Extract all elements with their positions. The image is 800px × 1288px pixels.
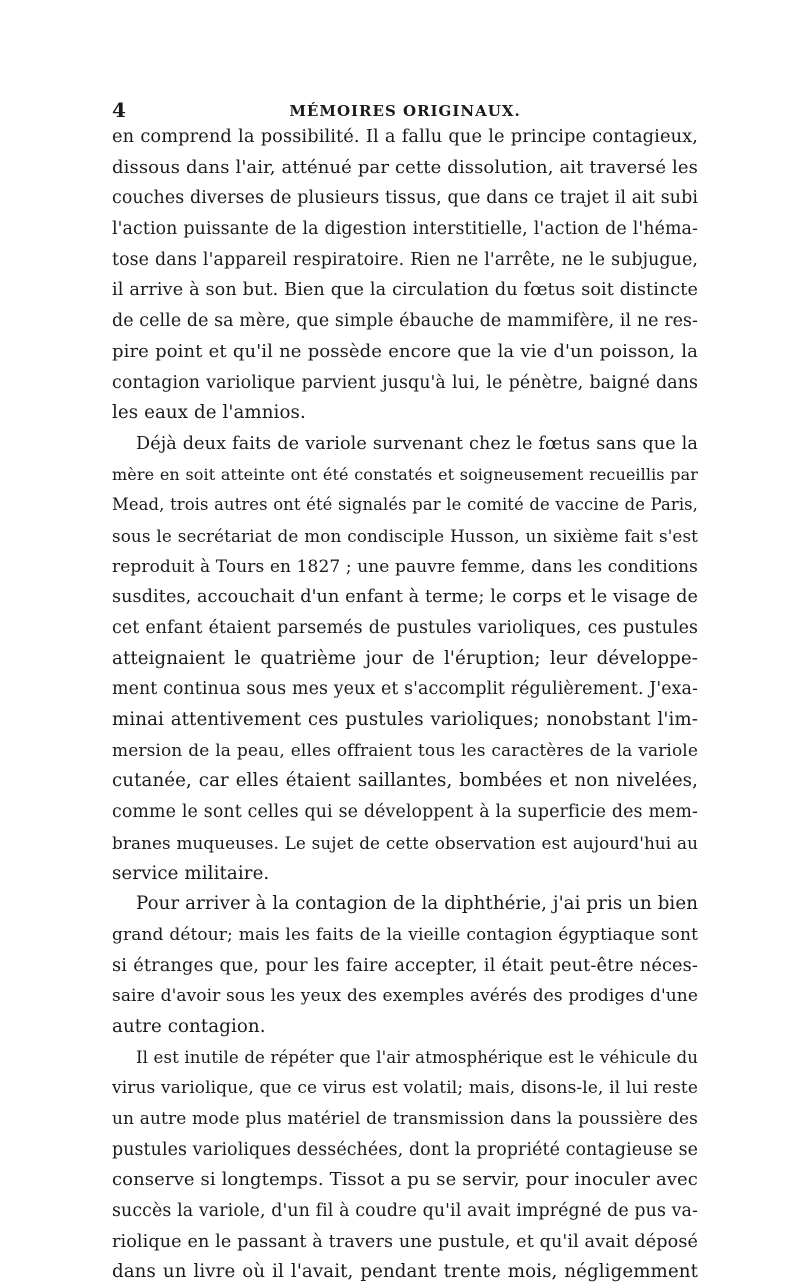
text-line: riolique en le passant à travers une pustule, et qu'il avait déposé — [112, 1231, 698, 1252]
text-line: de celle de sa mère, que simple ébauche de mammifère, il ne res- — [112, 311, 698, 332]
text-line: cet enfant étaient parsemés de pustules varioliques, ces pustules — [112, 618, 698, 638]
text-line: cutanée, car elles étaient saillantes, bombées et non nivelées, — [112, 770, 698, 792]
text-line: minai attentivement ces pustules varioliques; nonobstant l'im- — [112, 709, 698, 731]
text-line: succès la variole, d'un fil à coudre qu'il avait imprégné de pus va- — [112, 1201, 698, 1222]
text-line: autre contagion. — [112, 1015, 266, 1037]
text-line: un autre mode plus matériel de transmission dans la poussière des — [112, 1109, 698, 1129]
running-head-title: MÉMOIRES ORIGINAUX. — [289, 102, 521, 120]
text-line: dissous dans l'air, atténué par cette dissolution, ait traversé les — [112, 156, 698, 178]
text-line: atteignaient le quatrième jour de l'éruption; leur développe- — [112, 647, 698, 669]
text-line: saire d'avoir sous les yeux des exemples avérés des prodiges d'une — [112, 986, 698, 1007]
page-number: 4 — [112, 98, 126, 122]
text-line: Mead, trois autres ont été signalés par le comité de vaccine de Paris, — [112, 495, 698, 515]
text-line: l'action puissante de la digestion interstitielle, l'action de l'héma- — [112, 219, 698, 240]
text-line: les eaux de l'amnios. — [112, 402, 306, 424]
text-line: service militaire. — [112, 862, 270, 884]
body-text — [112, 122, 698, 1288]
text-line: reproduit à Tours en 1827 ; une pauvre femme, dans les conditions — [112, 556, 698, 577]
book-page — [112, 92, 698, 1288]
running-head — [112, 92, 698, 122]
text-line: Déjà deux faits de variole survenant chez le fœtus sans que la — [136, 433, 698, 454]
text-line: pustules varioliques desséchées, dont la propriété contagieuse se — [112, 1139, 698, 1160]
text-line: pire point et qu'il ne possède encore que la vie d'un poisson, la — [112, 340, 698, 362]
text-line: Pour arriver à la contagion de la diphthérie, j'ai pris un bien — [136, 893, 699, 915]
text-line: susdites, accouchait d'un enfant à terme; le corps et le visage de — [112, 587, 698, 608]
text-line: il arrive à son but. Bien que la circulation du fœtus soit distincte — [112, 280, 698, 301]
text-line: mère en soit atteinte ont été constatés et soigneusement recueillis par — [112, 464, 698, 484]
text-line: Il est inutile de répéter que l'air atmosphérique est le véhicule du — [136, 1047, 698, 1067]
text-line: virus variolique, que ce virus est volatil; mais, disons-le, il lui reste — [112, 1078, 698, 1099]
text-line: si étranges que, pour les faire accepter, il était peut-être néces- — [112, 954, 698, 976]
text-line: dans un livre où il l'avait, pendant trente mois, négligemment — [112, 1261, 698, 1283]
text-line: comme le sont celles qui se développent à la superficie des mem- — [112, 802, 698, 823]
text-line: sous le secrétariat de mon condisciple Husson, un sixième fait s'est — [112, 525, 698, 546]
text-line: contagion variolique parvient jusqu'à lui, le pénètre, baigné dans — [112, 372, 698, 393]
text-line: couches diverses de plusieurs tissus, que dans ce trajet il ait subi — [112, 188, 698, 209]
text-line: ment continua sous mes yeux et s'accomplit régulièrement. J'exa- — [112, 679, 698, 700]
text-line: grand détour; mais les faits de la vieille contagion égyptiaque sont — [112, 924, 698, 945]
text-line: tose dans l'appareil respiratoire. Rien ne l'arrête, ne le subjugue, — [112, 249, 698, 270]
text-line: branes muqueuses. Le sujet de cette observation est aujourd'hui au — [112, 832, 698, 853]
text-line: mersion de la peau, elles offraient tous les caractères de la variole — [112, 740, 698, 761]
text-line: conserve si longtemps. Tissot a pu se servir, pour inoculer avec — [112, 1169, 698, 1191]
text-line: en comprend la possibilité. Il a fallu que le principe contagieux, — [112, 126, 698, 147]
